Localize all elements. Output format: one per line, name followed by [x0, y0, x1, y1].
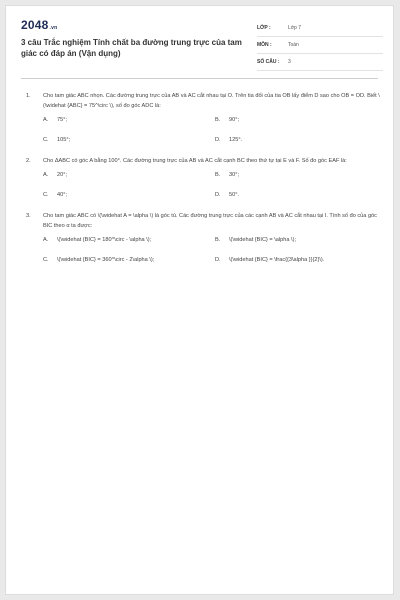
meta-label: MÔN : — [257, 42, 272, 48]
option-text: 105°; — [57, 137, 71, 143]
option-text: 40°; — [57, 192, 68, 198]
meta-value: Toán — [288, 42, 299, 48]
option-text: 125°. — [229, 137, 243, 143]
option-letter: A. — [43, 117, 49, 123]
answer-option-d[interactable] — [215, 135, 387, 145]
answer-option-d[interactable] — [215, 190, 387, 200]
question-number: 3. — [26, 213, 31, 219]
answer-option-b[interactable] — [215, 170, 387, 180]
option-letter: B. — [215, 237, 221, 243]
question-text: Cho tam giác ABC nhọn. Các đường trung trực của AB và AC cắt nhau tại O. Trên tia đối của tia OB lấy điểm D sao cho OB = OD. Biết \(\widehat {ABC} = 75^\circ \), số đo góc ADC là: — [43, 93, 380, 109]
option-letter: C. — [43, 137, 49, 143]
question-item — [26, 156, 380, 200]
option-letter: A. — [43, 172, 49, 178]
option-text: 30°; — [229, 172, 240, 178]
question-item — [26, 91, 380, 145]
site-logo[interactable] — [21, 18, 57, 32]
option-text: \(\widehat {BIC} = 360^\circ - 2\alpha \); — [57, 257, 155, 263]
document-page — [5, 5, 394, 595]
meta-row-question-count — [257, 54, 383, 71]
answer-option-a[interactable] — [43, 170, 215, 180]
document-title: 3 câu Trắc nghiệm Tính chất ba đường trung trực của tam giác có đáp án (Vận dụng) — [21, 38, 242, 58]
answer-option-a[interactable] — [43, 235, 215, 245]
meta-row-subject — [257, 37, 383, 54]
option-letter: C. — [43, 257, 49, 263]
option-letter: D. — [215, 192, 221, 198]
answer-option-c[interactable] — [43, 190, 215, 200]
logo-text: 2048 — [21, 18, 49, 32]
option-text: \(\widehat {BIC} = 180^\circ - \alpha \); — [57, 237, 152, 243]
option-text: 90°; — [229, 117, 240, 123]
option-letter: D. — [215, 137, 221, 143]
option-letter: B. — [215, 172, 221, 178]
question-text: Cho ΔABC có góc A bằng 100°. Các đường trung trực của AB và AC cắt cạnh BC theo thứ tự tại E và F. Số đo góc EAF là: — [43, 158, 347, 164]
meta-row-class — [257, 20, 383, 37]
meta-label: SỐ CÂU : — [257, 59, 280, 65]
answer-option-c[interactable] — [43, 255, 215, 265]
answer-option-d[interactable] — [215, 255, 387, 265]
option-letter: C. — [43, 192, 49, 198]
option-text: 50°. — [229, 192, 240, 198]
answer-option-b[interactable] — [215, 235, 387, 245]
logo-domain: .vn — [49, 25, 58, 31]
answer-options — [43, 115, 380, 145]
answer-option-a[interactable] — [43, 115, 215, 125]
question-text: Cho tam giác ABC có \(\widehat A = \alpha \) là góc tù. Các đường trung trực của các cạnh AB và AC cắt nhau tại I. Tính số đo của góc BIC theo α ta được: — [43, 213, 377, 229]
answer-options — [43, 235, 380, 265]
meta-label: LỚP : — [257, 25, 271, 31]
option-letter: D. — [215, 257, 221, 263]
meta-value: Lớp 7 — [288, 25, 302, 31]
question-item — [26, 211, 380, 265]
option-text: 20°; — [57, 172, 68, 178]
answer-option-c[interactable] — [43, 135, 215, 145]
option-text: 75°; — [57, 117, 68, 123]
header-divider — [21, 78, 378, 79]
option-text: \(\widehat {BIC} = \alpha \); — [229, 237, 297, 243]
answer-options — [43, 170, 380, 200]
question-number: 1. — [26, 93, 31, 99]
meta-value: 3 — [288, 59, 291, 65]
question-number: 2. — [26, 158, 31, 164]
document-meta — [257, 20, 383, 71]
question-list — [26, 91, 380, 276]
option-letter: B. — [215, 117, 221, 123]
option-text: \(\widehat {BIC} = \frac{{3\alpha }}{2}\). — [229, 257, 325, 263]
option-letter: A. — [43, 237, 49, 243]
answer-option-b[interactable] — [215, 115, 387, 125]
